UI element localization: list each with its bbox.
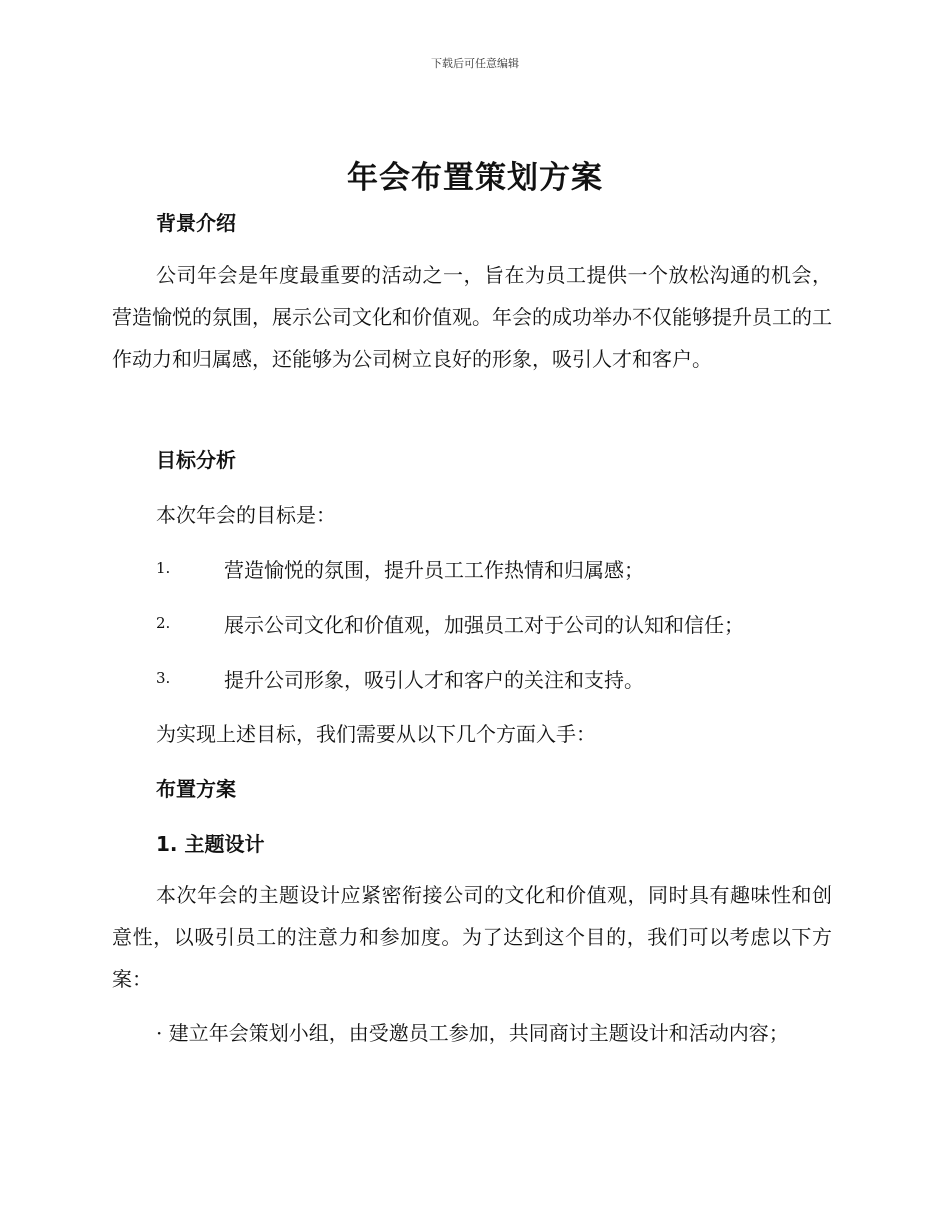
section-heading-background: 背景介绍 [156,211,236,235]
goals-intro: 本次年会的目标是： [156,503,336,527]
list-item-text: 提升公司形象，吸引人才和客户的关注和支持。 [224,668,644,692]
theme-paragraph: 本次年会的主题设计应紧密衔接公司的文化和价值观，同时具有趣味性和创意性，以吸引员工的注意力和参加度。为了达到这个目的，我们可以考虑以下方案： [112,883,832,991]
list-item-number: 1. [156,559,171,577]
document-title: 年会布置策划方案 [347,160,603,196]
list-item-number: 3. [156,669,171,687]
subsection-heading-theme: 1. 主题设计 [156,832,265,856]
section-heading-plan: 布置方案 [156,777,236,801]
section-heading-goals: 目标分析 [156,448,236,472]
page-header: 下载后可任意编辑 [431,57,519,70]
theme-bullet: · 建立年会策划小组，由受邀员工参加，共同商讨主题设计和活动内容； [156,1021,789,1045]
list-item-number: 2. [156,614,171,632]
list-item-text: 展示公司文化和价值观，加强员工对于公司的认知和信任； [224,613,744,637]
goals-conclusion: 为实现上述目标，我们需要从以下几个方面入手： [156,722,596,746]
background-paragraph: 公司年会是年度最重要的活动之一，旨在为员工提供一个放松沟通的机会，营造愉悦的氛围，展示公司文化和价值观。年会的成功举办不仅能够提升员工的工作动力和归属感，还能够为公司树立良好的形象，吸引人才和客户。 [112,263,832,371]
list-item-text: 营造愉悦的氛围，提升员工工作热情和归属感； [224,558,644,582]
